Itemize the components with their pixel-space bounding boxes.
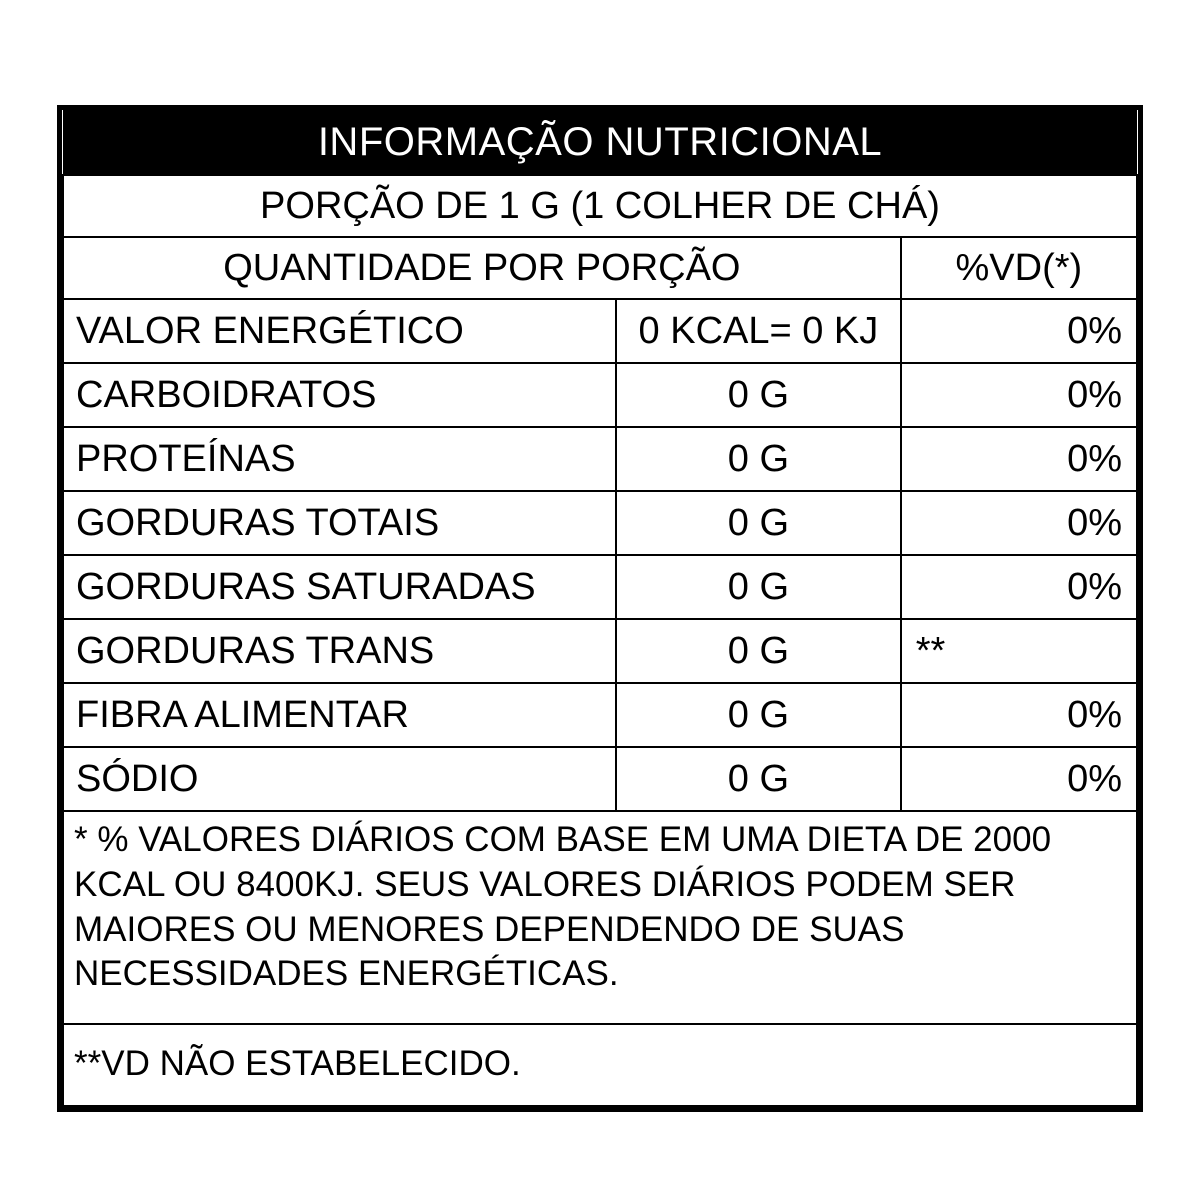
nutrient-name: PROTEÍNAS bbox=[63, 427, 616, 491]
nutrient-name: GORDURAS TOTAIS bbox=[63, 491, 616, 555]
nutrient-dv: 0% bbox=[901, 427, 1137, 491]
table-row bbox=[63, 555, 1137, 619]
table-row bbox=[63, 747, 1137, 811]
nutrient-dv: 0% bbox=[901, 491, 1137, 555]
nutrient-name: SÓDIO bbox=[63, 747, 616, 811]
nutrient-amount: 0 G bbox=[616, 363, 901, 427]
column-header-row bbox=[63, 237, 1137, 299]
nutrient-name: GORDURAS SATURADAS bbox=[63, 555, 616, 619]
nutrient-amount: 0 G bbox=[616, 555, 901, 619]
nutrient-name: FIBRA ALIMENTAR bbox=[63, 683, 616, 747]
table-row bbox=[63, 299, 1137, 363]
table-row bbox=[63, 619, 1137, 683]
nutrient-amount: 0 G bbox=[616, 747, 901, 811]
table-row bbox=[63, 683, 1137, 747]
nutrient-dv: 0% bbox=[901, 299, 1137, 363]
nutrient-dv: ** bbox=[901, 619, 1137, 683]
nutrient-amount: 0 G bbox=[616, 683, 901, 747]
nutrient-name: CARBOIDRATOS bbox=[63, 363, 616, 427]
portion-row bbox=[63, 175, 1137, 237]
nutrient-amount: 0 G bbox=[616, 619, 901, 683]
footnote-not-established: **VD NÃO ESTABELECIDO. bbox=[63, 1024, 1137, 1106]
nutrient-amount: 0 G bbox=[616, 427, 901, 491]
portion-text: PORÇÃO DE 1 G (1 COLHER DE CHÁ) bbox=[63, 175, 1137, 237]
nutrient-dv: 0% bbox=[901, 747, 1137, 811]
nutrient-dv: 0% bbox=[901, 363, 1137, 427]
footnote-row-primary bbox=[63, 811, 1137, 1024]
table-row bbox=[63, 427, 1137, 491]
label-title: INFORMAÇÃO NUTRICIONAL bbox=[63, 110, 1137, 175]
title-row bbox=[63, 110, 1137, 175]
nutrition-table bbox=[62, 110, 1138, 1107]
nutrient-name: GORDURAS TRANS bbox=[63, 619, 616, 683]
nutrient-amount: 0 G bbox=[616, 491, 901, 555]
nutrient-dv: 0% bbox=[901, 683, 1137, 747]
quantity-header: QUANTIDADE POR PORÇÃO bbox=[63, 237, 901, 299]
table-row bbox=[63, 363, 1137, 427]
dv-header: %VD(*) bbox=[901, 237, 1137, 299]
nutrient-dv: 0% bbox=[901, 555, 1137, 619]
table-row bbox=[63, 491, 1137, 555]
nutrient-amount: 0 KCAL= 0 KJ bbox=[616, 299, 901, 363]
footnote-row-secondary bbox=[63, 1024, 1137, 1106]
nutrient-name: VALOR ENERGÉTICO bbox=[63, 299, 616, 363]
footnote-daily-values: * % VALORES DIÁRIOS COM BASE EM UMA DIETA DE 2000 KCAL OU 8400KJ. SEUS VALORES DIÁRIOS PODEM SER MAIORES OU MENORES DEPENDENDO DE SUAS NECESSIDADES ENERGÉTICAS. bbox=[63, 811, 1137, 1024]
nutrition-facts-label bbox=[57, 105, 1143, 1112]
